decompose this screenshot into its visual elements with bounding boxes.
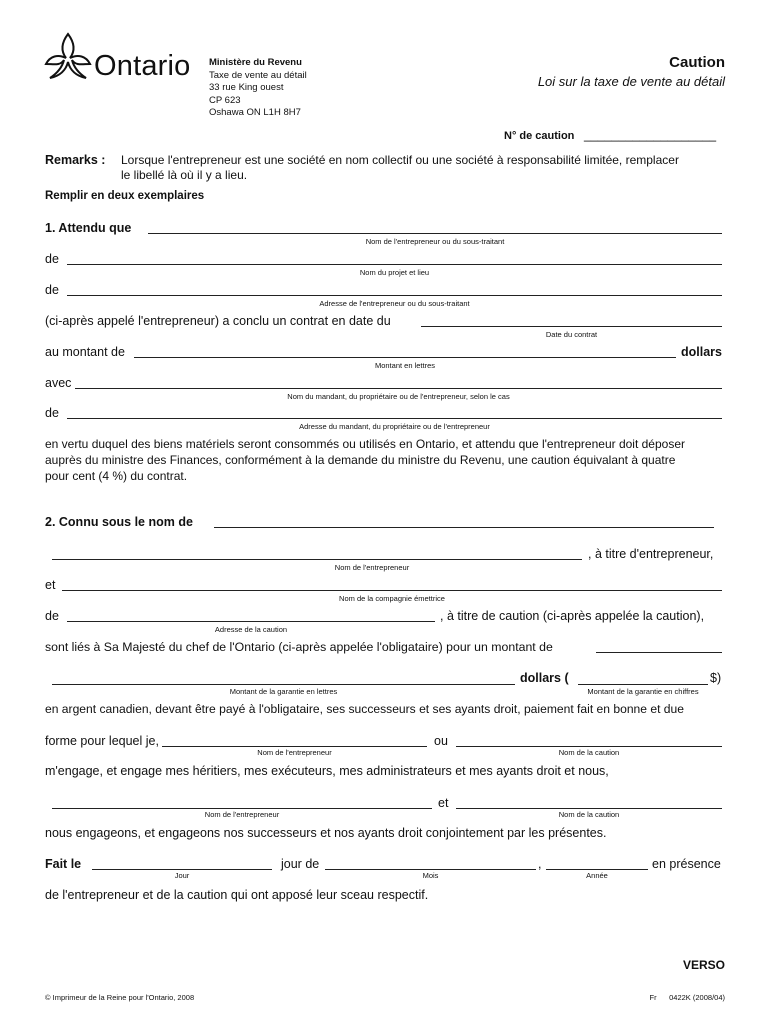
comma-label: , — [538, 857, 542, 871]
de-label-3: de — [45, 406, 59, 420]
instruction-text: Remplir en deux exemplaires — [45, 190, 205, 202]
section1-para-line-3: pour cent (4 %) du contrat. — [45, 469, 188, 483]
contractor-name-caption: Nom de l'entrepreneur ou du sous-traitant — [365, 237, 505, 246]
dollars-paren-label: dollars ( — [520, 671, 569, 685]
fait-le-label: Fait le — [45, 857, 82, 871]
avec-label: avec — [45, 376, 72, 390]
name-surety-caption-1: Nom de la caution — [558, 748, 620, 757]
year-field[interactable] — [546, 869, 648, 870]
day-caption: Jour — [174, 871, 190, 880]
engage2-text: nous engageons, et engageons nos successeurs et nos ayants droit conjointement par les présentes. — [45, 826, 607, 840]
known-as-field[interactable] — [214, 527, 714, 528]
caution-number-field[interactable]: ___________________ — [584, 128, 717, 142]
project-field[interactable] — [67, 264, 722, 265]
contract-text: (ci-après appelé l'entrepreneur) a conclu un contrat en date du — [45, 314, 391, 328]
de-label-1: de — [45, 252, 59, 266]
dollar-sign-label: $) — [710, 671, 722, 685]
amount-words-field[interactable] — [134, 357, 676, 358]
page-title: Caution — [669, 54, 725, 71]
surety-company-caption: Nom de la compagnie émettrice — [339, 594, 445, 603]
month-field[interactable] — [325, 869, 536, 870]
surety-company-field[interactable] — [62, 590, 722, 591]
page-subtitle: Loi sur la taxe de vente au détail — [537, 74, 725, 89]
day-field[interactable] — [92, 869, 272, 870]
principal-name-field[interactable] — [75, 388, 722, 389]
contractor-address-caption: Adresse de l'entrepreneur ou du sous-traitant — [319, 299, 470, 308]
amount-words-caption: Montant en lettres — [374, 361, 436, 370]
bond-amount-field-tail[interactable] — [596, 652, 722, 653]
ministry-address-2: 33 rue King ouest — [209, 82, 284, 93]
engage-text: m'engage, et engage mes héritiers, mes exécuteurs, mes administrateurs et mes ayants droit et nous, — [45, 764, 609, 778]
et-label-2: et — [438, 796, 449, 810]
verso-label: VERSO — [682, 958, 725, 972]
remarks-label: Remarks : — [45, 153, 106, 167]
caution-number-label: N° de caution — [504, 130, 575, 142]
currency-text: en argent canadien, devant être payé à l'obligataire, ses successeurs et ses ayants droit, paiement fait en bonne et due — [45, 702, 684, 716]
remarks-text-2: le libellé là où il y a lieu. — [121, 168, 248, 182]
section2-heading: 2. Connu sous le nom de — [45, 515, 193, 529]
principal-name-caption: Nom du mandant, du propriétaire ou de l'entrepreneur, selon le cas — [287, 392, 510, 401]
name-surety-field-1[interactable] — [456, 746, 722, 747]
jour-de-label: jour de — [281, 857, 320, 871]
form-code: Fr 0422K (2008/04) — [649, 993, 725, 1002]
contract-date-field[interactable] — [421, 326, 722, 327]
name-contractor-caption-3: Nom de l'entrepreneur — [257, 748, 332, 757]
section1-para-line-2: auprès du ministre des Finances, conformément à la demande du ministre du Revenu, une caution équivalant à quatre — [45, 453, 676, 467]
name-contractor-field-3[interactable] — [162, 746, 427, 747]
seal-text: de l'entrepreneur et de la caution qui ont apposé leur sceau respectif. — [45, 888, 429, 902]
copyright-text: © Imprimeur de la Reine pour l'Ontario, 2008 — [45, 993, 195, 1002]
amount-label: au montant de — [45, 345, 125, 359]
ou-label: ou — [434, 734, 448, 748]
surety-address-field[interactable] — [67, 621, 435, 622]
name-surety-caption-2: Nom de la caution — [558, 810, 620, 819]
name-contractor-field-4[interactable] — [52, 808, 432, 809]
contractor-name-caption-2: Nom de l'entrepreneur — [334, 563, 410, 572]
ministry-address-3: CP 623 — [209, 94, 241, 106]
contractor-name-field[interactable] — [148, 233, 722, 234]
remarks-text-1: Lorsque l'entrepreneur est une société en nom collectif ou une société à responsabilité limitée, remplacer — [121, 153, 679, 167]
contractor-name-field-2[interactable] — [52, 559, 582, 560]
principal-address-field[interactable] — [67, 418, 722, 419]
principal-address-caption: Adresse du mandant, du propriétaire ou de l'entrepreneur — [299, 422, 490, 431]
bond-amount-words-caption: Montant de la garantie en lettres — [229, 687, 338, 696]
dollars-label-1: dollars — [681, 345, 722, 359]
name-surety-field-2[interactable] — [456, 808, 722, 809]
as-surety-text: , à titre de caution (ci-après appelée la caution), — [440, 609, 705, 623]
month-caption: Mois — [422, 871, 439, 880]
logo-word: Ontario — [94, 50, 191, 82]
section1-para-line-1: en vertu duquel des biens matériels seront consommés ou utilisés en Ontario, et attendu que l'entrepreneur doit déposer — [45, 437, 686, 451]
ministry-name: Ministère du Revenu — [209, 57, 302, 68]
year-caption: Année — [586, 871, 608, 880]
ministry-address-4: Oshawa ON L1H 8H7 — [209, 107, 301, 118]
et-label-1: et — [45, 578, 56, 592]
form-text: forme pour lequel je, — [45, 734, 159, 748]
de-label-4: de — [45, 609, 59, 623]
trillium-icon — [44, 30, 92, 82]
name-contractor-caption-4: Nom de l'entrepreneur — [204, 810, 280, 819]
ministry-block — [209, 57, 307, 120]
section1-heading: 1. Attendu que — [45, 221, 132, 235]
surety-address-caption: Adresse de la caution — [214, 625, 288, 634]
en-presence-label: en présence — [652, 857, 721, 871]
project-caption: Nom du projet et lieu — [359, 268, 430, 277]
bond-amount-words-field[interactable] — [52, 684, 515, 685]
contractor-address-field[interactable] — [67, 295, 722, 296]
as-contractor-text: , à titre d'entrepreneur, — [588, 547, 714, 561]
bond-amount-figures-caption: Montant de la garantie en chiffres — [587, 687, 699, 696]
de-label-2: de — [45, 283, 59, 297]
section1-paragraph — [45, 436, 685, 484]
ministry-address-1: Taxe de vente au détail — [209, 69, 307, 81]
bond-amount-figures-field[interactable] — [578, 684, 708, 685]
contract-date-caption: Date du contrat — [545, 330, 598, 339]
ontario-logo — [44, 30, 194, 85]
bound-text: sont liés à Sa Majesté du chef de l'Ontario (ci-après appelée l'obligataire) pour un montant de — [45, 640, 553, 654]
